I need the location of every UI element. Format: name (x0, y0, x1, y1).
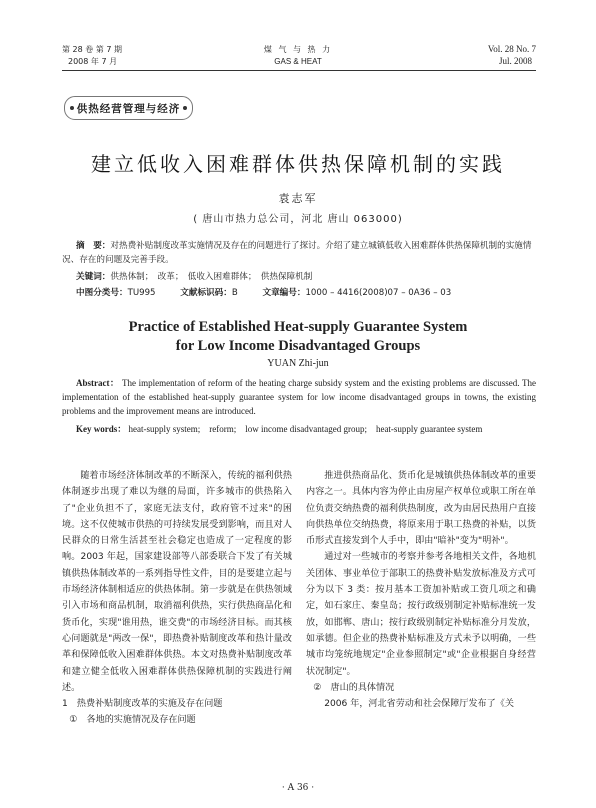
column-badge (64, 96, 193, 120)
section-heading-1: 1 热费补贴制度改革的实施及存在问题 (62, 699, 223, 710)
header-rule (62, 70, 536, 71)
body-paragraph: 推进供热商品化、货币化是城镇供热体制改革的重要内容之一。具体内容为停止由房屋产权单位或职工所在单位负责交纳热费的福利供热制度，改为由居民热用户直接向供热单位交纳热费，将原来用于职工热费的补贴，以货币形式直接发到个人手中，即由"暗补"变为"明补"。 (306, 471, 536, 547)
body-paragraph: 随着市场经济体制改革的不断深入，传统的福利供热体制逐步出现了难以为继的局面，许多城市的供热陷入了"企业负担不了，家庭无法支付，政府管不过来"的困境。这不仅使城市供热的可持续发展受到影响，而且对人民群众的日常生活甚至社会稳定也造成了一定程度的影响。2003 年起，国家建设部等八部委联合下发了有关城镇供热体制改革的一系列指导性文件，目的是要建立起与市场经济体制相适应的供热体制。第一步就是在供热领域引入市场和商品机制，取消福利供热，实行供热商品化和货币化，实现"谁用热，谁交费"的市场经济目标。而其核心问题就是"两改一保"，即热费补贴制度改革和热计量改革和保障低收入困难群体供热。本文对热费补贴制度改革和建立健全低收入困难群体供热保障机制的实践进行阐述。 (62, 471, 292, 693)
header-date: 2008 年 7 月 (68, 57, 118, 66)
subsection-heading: ② 唐山的具体情况 (313, 682, 395, 693)
badge-dot-left (70, 106, 74, 110)
keywords-en-label: Key words： (76, 424, 127, 434)
abstract-zh-text: 对热费补贴制度改革实施情况及存在的问题进行了探讨。介绍了建立城镇低收入困难群体供热保障机制的实施情况、存在的问题及完善手段。 (62, 241, 532, 265)
clc-value: TU995 (127, 288, 156, 298)
journal-name-en: GAS & HEAT (274, 57, 322, 66)
author-en: YUAN Zhi-jun (267, 358, 329, 369)
header-volume-en: Vol. 28 No. 7 (487, 44, 536, 54)
header-date-en: Jul. 2008 (498, 56, 532, 66)
body-left-column (62, 468, 292, 729)
author-zh: 袁志军 (278, 192, 318, 205)
classification-line (62, 287, 536, 301)
keywords-zh (62, 271, 536, 285)
article-title-zh: 建立低收入困难群体供热保障机制的实践 (91, 152, 505, 176)
page-number: · A 36 · (281, 783, 315, 793)
abstract-en-label: Abstract： (76, 378, 120, 388)
article-title-en-line2: for Low Income Disadvantaged Groups (175, 338, 421, 354)
keywords-en-text: heat-supply system; reform; low income disadvantaged group; heat-supply guarantee system (128, 424, 483, 434)
doc-code-value: B (231, 288, 238, 298)
keywords-zh-text: 供热体制； 改革； 低收入困难群体； 供热保障机制 (110, 272, 313, 282)
subsection-heading: ① 各地的实施情况及存在问题 (69, 715, 196, 726)
affiliation-zh: ( 唐山市热力总公司，河北 唐山 063000) (193, 214, 403, 225)
article-title-en-line1: Practice of Established Heat-supply Guarantee System (128, 319, 468, 335)
body-paragraph: 2006 年，河北省劳动和社会保障厅发布了《关 (324, 699, 514, 710)
article-number-value: 1000 – 4416(2008)07 – 0A36 – 03 (305, 288, 452, 298)
body-paragraph: 通过对一些城市的考察并参考各地相关文件，各地机关团体、事业单位于部职工的热费补贴发放标准及方式可分为以下 3 类：按月基本工资加补贴或工资几项之和确定，如石家庄、秦皇岛；按行政级别制定补贴标准统一发放，如邯郸、唐山；按行政级别制定补贴标准分月发放，如承德。但企业的热费补贴标准及方式未予以明确，一些城市均笼统地规定"企业参照制定"或"企业根据自身经营状况制定"。 (306, 552, 536, 677)
abstract-en (62, 376, 536, 418)
abstract-en-text: The implementation of reform of the heating charge subsidy system and the existing problems are discussed. The implementation of the established heat-supply guarantee system for low income disadvantaged groups in towns, the existing problems and the improvement means are introduced. (62, 378, 536, 416)
body-right-column (306, 468, 536, 712)
abstract-zh (62, 240, 536, 267)
badge-dot-right (183, 106, 187, 110)
header-volume-issue: 第 28 卷 第 7 期 (62, 45, 122, 54)
doc-code-label: 文献标识码： (180, 288, 232, 298)
keywords-en (62, 422, 536, 436)
column-badge-label: 供热经营管理与经济 (76, 102, 181, 115)
article-number-label: 文章编号： (262, 288, 306, 298)
abstract-zh-label: 摘 要： (76, 241, 111, 251)
clc-label: 中图分类号： (76, 288, 128, 298)
journal-name-zh: 煤 气 与 热 力 (263, 45, 333, 54)
keywords-zh-label: 关键词： (76, 272, 111, 282)
